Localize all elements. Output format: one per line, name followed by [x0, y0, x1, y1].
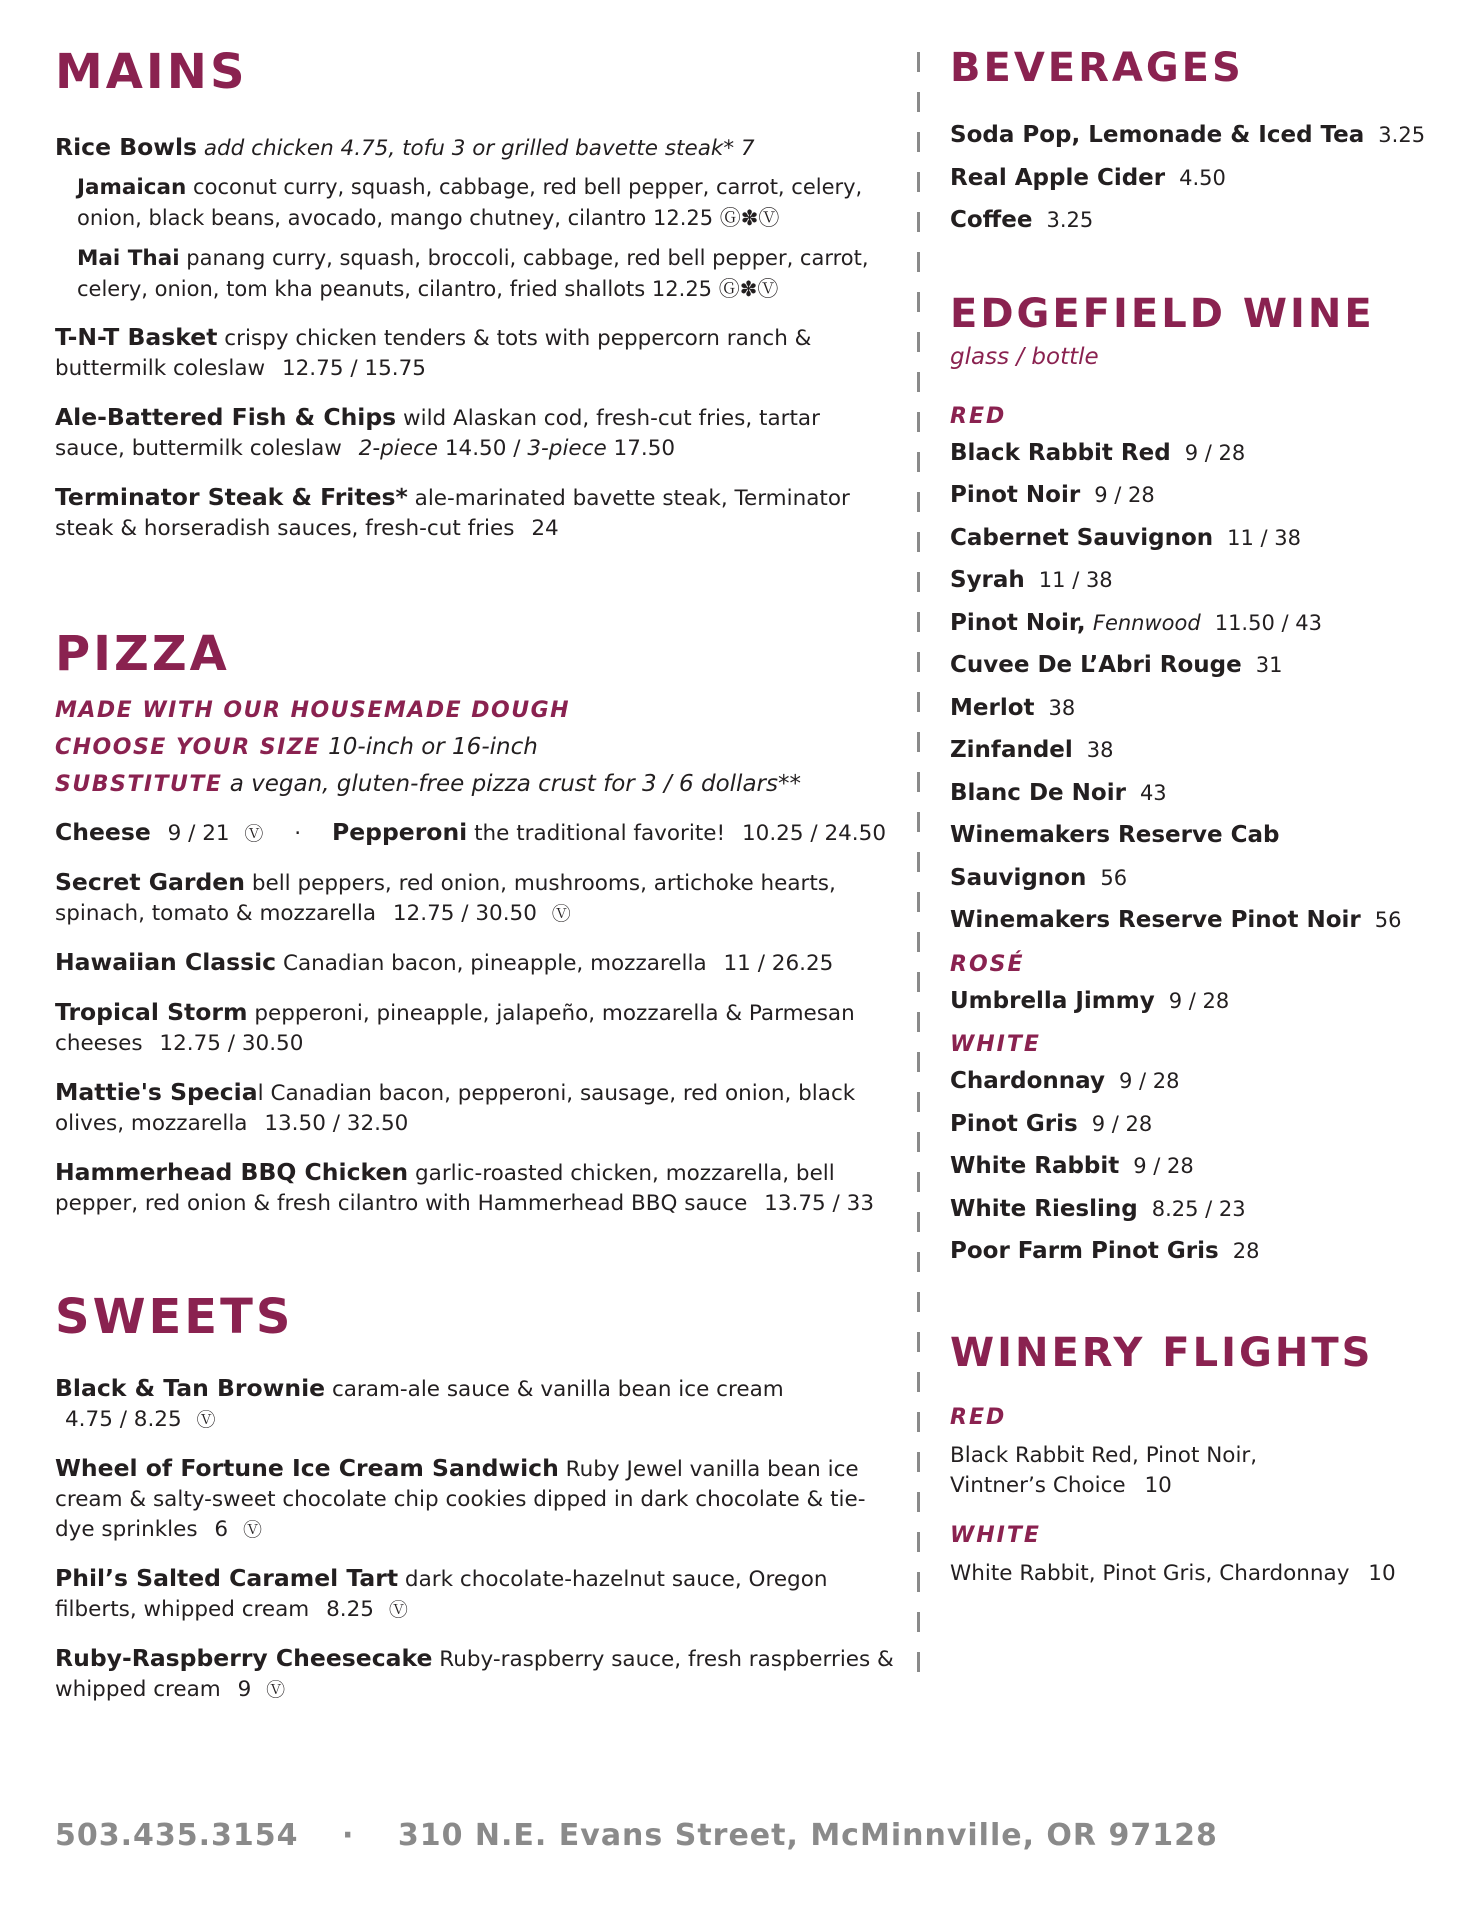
item-price: 28 — [1232, 1239, 1260, 1263]
divider-dash — [917, 1492, 920, 1512]
item-desc: Ruby Jewel vanilla bean ice cream & salty-sweet chocolate chip cookies dipped in dark chocolate & tie-dye sprinkles — [55, 1457, 866, 1542]
flight-red-heading: RED — [950, 1404, 1007, 1430]
divider-dash — [917, 892, 920, 912]
flights-title: WINERY FLIGHTS — [950, 1329, 1374, 1376]
item-price: 24 — [531, 516, 559, 541]
flight-desc: Black Rabbit Red, Pinot Noir, Vintner’s Choice — [950, 1442, 1258, 1498]
item-name: Soda Pop, Lemonade & Iced Tea — [950, 122, 1365, 148]
dietary-symbols: Ⓖ✽Ⓥ — [719, 206, 780, 230]
item-name: White Rabbit — [950, 1153, 1120, 1179]
item-desc: pepperoni, pineapple, jalapeño, mozzarella & Parmesan cheeses — [55, 1001, 855, 1056]
item-price: 9 / 28 — [1091, 1111, 1153, 1136]
item-price: 3.25 — [1046, 208, 1094, 232]
sweets-title: SWEETS — [55, 1289, 294, 1345]
divider-dash — [917, 732, 920, 752]
divider-dash — [917, 1212, 920, 1232]
red-wine-list — [950, 432, 1450, 942]
list-item — [950, 157, 1450, 200]
list-item — [950, 899, 1450, 942]
item-price: 13.75 / 33 — [764, 1191, 874, 1216]
item-price: 31 — [1255, 653, 1283, 677]
menu-item-fish-chips — [55, 402, 895, 464]
item-name: Umbrella Jimmy — [950, 987, 1155, 1014]
menu-item-tropical-storm — [55, 997, 895, 1059]
menu-item-secret-garden — [55, 867, 895, 929]
item-price: 9 / 21 — [167, 821, 230, 846]
divider-dash — [917, 52, 920, 72]
flight-price: 10 — [1368, 1560, 1396, 1586]
item-desc: Canadian bacon, pepperoni, sausage, red onion, black olives, mozzarella — [55, 1081, 856, 1136]
item-note: Fennwood — [1092, 610, 1201, 635]
item-price: 12.75 / 15.75 — [281, 356, 426, 381]
menu-item-cheese-pepperoni — [55, 817, 895, 849]
phone-number: 503.435.3154 — [55, 1818, 299, 1853]
list-item — [950, 1188, 1450, 1231]
item-price: 43 — [1139, 780, 1167, 805]
item-name: Ruby-Raspberry Cheesecake — [55, 1644, 433, 1672]
menu-item-rice-bowls — [55, 132, 895, 164]
rose-wine-list — [950, 980, 1450, 1023]
right-column — [950, 40, 1450, 1589]
item-price: 9 / 28 — [1184, 440, 1246, 465]
divider-dash — [917, 212, 920, 232]
item-price: 2-piece 14.50 / 3-piece 17.50 — [358, 436, 676, 461]
item-price: 9 / 28 — [1118, 1069, 1180, 1093]
item-price: 3.25 — [1378, 123, 1426, 147]
item-price: 9 / 28 — [1094, 483, 1155, 507]
item-name: Hammerhead BBQ Chicken — [55, 1158, 409, 1186]
menu-item-tnt-basket — [55, 322, 895, 384]
flight-red — [950, 1441, 1280, 1501]
divider-dash — [917, 412, 920, 432]
separator-dot: · — [342, 1818, 355, 1853]
divider-dash — [917, 812, 920, 832]
item-price: 12.75 / 30.50 — [159, 1031, 304, 1056]
list-item — [950, 772, 1450, 815]
menu-item-terminator-steak — [55, 482, 895, 544]
item-name: Phil’s Salted Caramel Tart — [55, 1564, 399, 1592]
list-item — [950, 432, 1450, 475]
divider-dash — [917, 1092, 920, 1112]
list-item — [950, 729, 1450, 772]
item-name: Zinfandel — [950, 737, 1073, 763]
item-price: 4.75 / 8.25 — [65, 1407, 182, 1432]
separator-dot: · — [294, 821, 302, 846]
list-item — [950, 602, 1450, 645]
item-desc: panang curry, squash, broccoli, cabbage, red bell pepper, carrot, celery, onion, tom kha peanuts, cilantro, fried shallots — [77, 246, 869, 301]
item-price: 10.25 / 24.50 — [741, 821, 886, 846]
divider-dash — [917, 1292, 920, 1312]
item-desc: coconut curry, squash, cabbage, red bell pepper, carrot, celery, onion, black beans, avocado, mango chutney, cilantro — [77, 175, 863, 230]
item-name: Winemakers Reserve Pinot Noir — [950, 907, 1361, 933]
left-column — [55, 40, 895, 1723]
vegetarian-symbol: Ⓥ — [244, 823, 264, 845]
item-name: Pinot Noir — [950, 482, 1081, 508]
column-divider — [917, 52, 920, 1672]
item-name: Ale-Battered Fish & Chips — [55, 403, 397, 431]
list-item — [950, 1230, 1450, 1273]
divider-dash — [917, 1572, 920, 1592]
list-item — [950, 199, 1450, 242]
menu-item-brownie — [55, 1373, 895, 1435]
wine-subtitle: glass / bottle — [950, 343, 1099, 370]
item-desc: dark chocolate-hazelnut sauce, Oregon filberts, whipped cream — [55, 1567, 828, 1622]
item-desc: caram-ale sauce & vanilla bean ice cream — [331, 1377, 784, 1402]
divider-dash — [917, 372, 920, 392]
item-price: 56 — [1100, 865, 1128, 890]
menu-item-mai-thai — [77, 243, 895, 304]
item-price: 12.25 — [651, 277, 713, 301]
divider-dash — [917, 1612, 920, 1632]
footer-contact — [55, 1818, 1218, 1853]
divider-dash — [917, 452, 920, 472]
item-price: 6 — [214, 1517, 229, 1542]
divider-dash — [917, 1452, 920, 1472]
vegetarian-symbol: Ⓥ — [551, 903, 571, 925]
item-name: Pinot Noir, — [950, 609, 1086, 636]
item-name: T-N-T Basket — [55, 323, 218, 351]
flight-white-heading: WHITE — [950, 1522, 1041, 1548]
divider-dash — [917, 1252, 920, 1272]
divider-dash — [917, 292, 920, 312]
menu-item-matties-special: Mattie's Special Canadian bacon, pepperoni, sausage, red onion, black olives, mozzarella 13.50 / 32.50 — [55, 1078, 856, 1136]
item-price: 11 / 26.25 — [723, 951, 834, 976]
item-name: Pepperoni — [331, 818, 468, 846]
vegetarian-symbol: Ⓥ — [388, 1599, 408, 1621]
list-item — [950, 814, 1450, 899]
item-name: Black & Tan Brownie — [55, 1374, 326, 1402]
item-price: 9 / 28 — [1133, 1154, 1194, 1178]
pizza-substitute-note: SUBSTITUTE a vegan, gluten-free pizza crust for 3 / 6 dollars** — [55, 771, 801, 797]
item-price: 56 — [1374, 908, 1402, 932]
wine-red-heading: RED — [950, 403, 1007, 429]
item-price: 11 / 38 — [1038, 568, 1113, 592]
wine-white-heading: WHITE — [950, 1032, 1041, 1057]
item-desc: bell peppers, red onion, mushrooms, artichoke hearts, spinach, tomato & mozzarella — [55, 871, 836, 926]
list-item — [950, 1145, 1450, 1188]
item-price: 8.25 — [326, 1597, 374, 1622]
pizza-dough-note: MADE WITH OUR HOUSEMADE DOUGH — [55, 698, 571, 723]
mains-title: MAINS — [55, 44, 248, 100]
item-name: Pinot Gris — [950, 1110, 1078, 1137]
menu-item-jamaican — [77, 172, 895, 233]
item-name: Terminator Steak & Frites* — [55, 483, 408, 511]
item-name: Rice Bowls — [55, 133, 198, 161]
divider-dash — [917, 1052, 920, 1072]
flight-white — [950, 1559, 1450, 1589]
divider-dash — [917, 572, 920, 592]
item-name: Mattie's Specia — [55, 1078, 258, 1106]
wine-title: EDGEFIELD WINE — [950, 290, 1375, 337]
item-price: 8.25 / 23 — [1151, 1196, 1246, 1221]
flight-price: 10 — [1144, 1472, 1172, 1498]
menu-item-cheesecake — [55, 1643, 895, 1705]
address: 310 N.E. Evans Street, McMinnville, OR 97128 — [397, 1818, 1218, 1853]
item-price: 38 — [1086, 738, 1114, 762]
item-price: 11.50 / 43 — [1214, 610, 1322, 635]
divider-dash — [917, 1372, 920, 1392]
divider-dash — [917, 492, 920, 512]
item-name: Real Apple Cider — [950, 164, 1166, 191]
divider-dash — [917, 852, 920, 872]
list-item — [950, 474, 1450, 517]
divider-dash — [917, 932, 920, 952]
divider-dash — [917, 252, 920, 272]
item-name: Winemakers Reserve Cab Sauvignon — [950, 822, 1280, 891]
item-name: Tropical Storm — [55, 998, 248, 1026]
item-name: Merlot — [950, 694, 1035, 721]
item-name: Chardonnay — [950, 1068, 1105, 1094]
divider-dash — [917, 612, 920, 632]
list-item — [950, 114, 1450, 157]
item-name: Hawaiian Classic — [55, 948, 277, 976]
item-name: Cabernet Sauvignon — [950, 524, 1214, 551]
item-desc: garlic-roasted chicken, mozzarella, bell pepper, red onion & fresh cilantro with Hammerhead BBQ sauce — [55, 1161, 835, 1216]
list-item — [950, 1060, 1450, 1103]
item-name: Secret Garden — [55, 868, 245, 896]
list-item — [950, 644, 1450, 687]
list-item — [950, 559, 1450, 602]
item-price: 9 — [237, 1677, 252, 1702]
beverage-list — [950, 114, 1450, 242]
item-name: Jamaican — [77, 175, 187, 200]
menu-item-caramel-tart — [55, 1563, 895, 1625]
list-item — [950, 517, 1450, 560]
vegetarian-symbol: Ⓥ — [266, 1679, 286, 1701]
item-name: Blanc De Noir — [950, 779, 1126, 806]
item-name: White Riesling — [950, 1195, 1138, 1222]
divider-dash — [917, 972, 920, 992]
item-name: Wheel of Fortune Ice Cream Sandwich — [55, 1454, 559, 1482]
item-desc: wild Alaskan cod, fresh-cut fries, tartar sauce, buttermilk coleslaw — [55, 406, 820, 461]
vegetarian-symbol: Ⓥ — [196, 1409, 216, 1431]
item-name: Coffee — [950, 207, 1033, 233]
item-price: 38 — [1048, 695, 1076, 720]
divider-dash — [917, 652, 920, 672]
pizza-title: PIZZA — [55, 626, 230, 682]
item-price: 4.50 — [1179, 165, 1226, 190]
divider-dash — [917, 1132, 920, 1152]
item-desc: Ruby-raspberry sauce, fresh raspberries & whipped cream — [55, 1647, 894, 1702]
divider-dash — [917, 1012, 920, 1032]
item-name: Cheese — [55, 818, 151, 846]
divider-dash — [917, 1172, 920, 1192]
item-desc: Canadian bacon, pineapple, mozzarella — [282, 951, 707, 976]
list-item — [950, 687, 1450, 730]
item-price: 11 / 38 — [1227, 525, 1302, 550]
divider-dash — [917, 772, 920, 792]
menu-item-ice-cream-sandwich — [55, 1453, 895, 1545]
dietary-symbols: Ⓖ✽Ⓥ — [718, 277, 779, 301]
item-price: 9 / 28 — [1168, 988, 1230, 1013]
divider-dash — [917, 132, 920, 152]
item-price: 13.50 / 32.50 — [264, 1111, 409, 1136]
divider-dash — [917, 692, 920, 712]
divider-dash — [917, 172, 920, 192]
menu-item-hammerhead-bbq — [55, 1157, 895, 1219]
item-price: 12.25 — [652, 206, 714, 230]
item-desc: the traditional favorite! — [474, 821, 726, 846]
white-wine-list — [950, 1060, 1450, 1273]
flight-desc: White Rabbit, Pinot Gris, Chardonnay — [950, 1560, 1350, 1586]
divider-dash — [917, 92, 920, 112]
divider-dash — [917, 1412, 920, 1432]
vegetarian-symbol: Ⓥ — [242, 1519, 262, 1541]
item-desc: crispy chicken tenders & tots with peppercorn ranch & buttermilk coleslaw — [55, 326, 812, 381]
item-desc: ale-marinated bavette steak, Terminator steak & horseradish sauces, fresh-cut fries — [55, 486, 850, 541]
divider-dash — [917, 1652, 920, 1672]
list-item — [950, 980, 1450, 1023]
item-price: 12.75 / 30.50 — [392, 901, 537, 926]
wine-rose-heading: ROSÉ — [950, 951, 1025, 977]
divider-dash — [917, 1332, 920, 1352]
item-name: Black Rabbit Red — [950, 439, 1171, 466]
menu-item-hawaiian-classic — [55, 947, 895, 979]
item-name: Cuvee De L’Abri Rouge — [950, 652, 1242, 678]
item-name: Poor Farm Pinot Gris — [950, 1238, 1219, 1264]
divider-dash — [917, 332, 920, 352]
divider-dash — [917, 532, 920, 552]
item-name: Syrah — [950, 567, 1025, 593]
item-name: Mai Thai — [77, 246, 180, 271]
list-item — [950, 1103, 1450, 1146]
item-desc: add chicken 4.75, tofu 3 or grilled bavette steak* 7 — [203, 136, 755, 161]
beverages-title: BEVERAGES — [950, 45, 1244, 91]
pizza-size-note: CHOOSE YOUR SIZE 10-inch or 16-inch — [55, 734, 538, 760]
divider-dash — [917, 1532, 920, 1552]
